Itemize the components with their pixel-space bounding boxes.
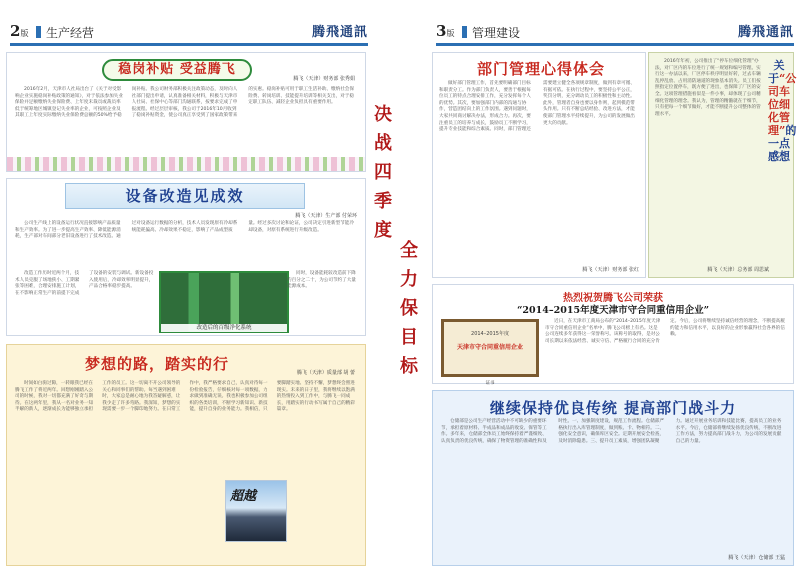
plaque-name: 天津市守合同重信用企业: [456, 344, 523, 351]
vertical-title: 关于“公司车位细化管理”的一点感想: [768, 59, 797, 163]
article-body: 公司生产线上的设备运行状况直接影响产品质量和生产效率。为了进一步提高生产效率、降低能源消耗，生产部对车间部分老旧设备进行了技术改造。通过对设备运行数据的分析，技术人员发现原有冷却系统能耗偏高、冷却效果不稳定，影响了产品成型质量。经过多次讨论和论证，公司决定引进新型节能冷却设备，对原有系统进行升级改造。: [15, 221, 354, 240]
article-body-right: 同时，设备能耗较改造前下降约百分之二十，为公司节约了大量能源成本。: [287, 271, 356, 290]
article-body: 仓储部是公司生产经营活动中不可缺少的重要环节，承担着原材料、半成品和成品的收发、保管等工作。多年来，仓储部全体员工始终保持着严谨细致、认真负责的优良传统，确保了物资管理的准确性和及时性。一、加强制度建设，规范工作流程。仓储部严格执行出入库管理制度，做到账、卡、物相符。二、强化安全意识，确保库区安全。定期开展安全检查，及时消除隐患。三、提升员工素质，增强团队凝聚力。通过开展业务培训和技能比赛，提高员工的业务水平。今后，仓储部将继续发扬优良传统，不断改进工作方法，努力提高部门战斗力，为公司的发展贡献自己的力量。: [441, 419, 782, 444]
article-title: 设备改造见成效: [65, 183, 305, 209]
article-body: 2016年年初，公司推出了“停车位细化管理”办法，对厂区内的车位进行了统一规划和编号管理。实行这一办法以来，厂区停车秩序明显好转，过去车辆乱停乱放、占用消防通道的现象基本消失。员工们按照指定位置停车，既方便了进出，也保障了厂区的安全。这项管理措施看似是一件小事，却体现了公司精细化管理的理念。我认为，管理的精髓就在于细节，只有把每一个细节做好，才能不断提升公司整体的管理水平。: [655, 59, 761, 117]
article-body: 时间如白驹过隙，一转眼我已经在腾飞工作了将近两年。回想刚刚踏入公司的时候，我对一切都充满了好奇与期待。在这两年里，我从一名对业务一知半解的新人，逐渐成长为能够独立承担工作的员工。这一切离不开公司领导的关心和同事们的帮助。每当遇到困难时，大家总是耐心地为我答疑解惑，让我少走了许多弯路。我深知，梦想的实现需要一步一个脚印地努力。在日常工作中，我严格要求自己，认真对待每一份检验报告，仔细核对每一项数据，力求做到准确无误。我也积极参加公司组织的各类培训，不断学习新知识、新技能，提升自身的业务能力。我相信，只要脚踏实地、坚持不懈，梦想终会照进现实。未来的日子里，我将继续以饱满的热情投入到工作中，与腾飞一同成长，用踏实的行动书写属于自己的精彩篇章。: [15, 381, 355, 413]
article-warehouse: [432, 390, 794, 566]
article-title: 稳岗补贴 受益腾飞: [102, 59, 252, 81]
section-title: 管理建设: [462, 24, 520, 41]
slogan-part-2: 全力保目标: [400, 240, 418, 377]
article-subsidy: [6, 52, 366, 172]
article-byline: 腾飞（天津）财务部 张秀娟: [293, 76, 355, 82]
masthead: 腾飛通訊: [737, 25, 794, 40]
equipment-photo: [159, 271, 289, 333]
article-management: [432, 52, 646, 278]
plaque-year: 2014–2015年度: [471, 331, 509, 337]
article-byline: 腾飞（天津）财务部 张红: [582, 267, 639, 273]
congrats-subtitle: 热烈祝贺腾飞公司荣获: [563, 293, 663, 304]
calligraphy-text: 超越: [230, 489, 257, 504]
page-number: 3版: [436, 22, 455, 40]
plaque-caption: 证书: [485, 381, 495, 386]
left-page: [0, 0, 372, 574]
photo-caption: 改造后的百级净化系统: [161, 324, 287, 332]
slogan-part-1: 决战四季度: [374, 104, 392, 241]
article-byline: 腾飞（天津）仓储部 王猛: [728, 555, 785, 561]
right-page: [426, 0, 798, 574]
floral-border: [7, 157, 365, 171]
section-title: 生产经营: [36, 24, 94, 41]
left-page-header: [10, 18, 368, 46]
article-title: 继续保持优良传统 提高部门战斗力: [489, 399, 737, 417]
article-byline: 腾飞（天津）生产部 付荣环: [295, 213, 357, 219]
page-number: 2版: [10, 22, 29, 40]
article-body: 近日，在天津市工商局公布的“2014–2015年度天津市守合同重信用企业”名单中，腾飞公司榜上有名。这是公司连续多年获得这一荣誉称号。该称号的取得，是对公司长期以来依法经营、诚实守信、严格履行合同的充分肯定。今后，公司将继续坚持诚信经营的理念，不断提高履约能力和信用水平，以良好的企业形象赢得社会各界的信赖。: [545, 319, 785, 344]
congrats-title: “2014–2015年度天津市守合同重信用企业”: [516, 305, 710, 316]
mountain-climber-image: [225, 480, 287, 542]
right-page-header: [436, 18, 794, 46]
article-body: 2016年2月，天津市人社局出台了《关于对受影响企业实施稳岗补贴政策的通知》，对于依法参加失业保险并足额缴纳失业保险费、上年度未裁员或裁员率低于统筹地区城镇登记失业率的企业，可按照企业及其职工上年度实际缴纳失业保险费总额的50%给予稳岗补贴。我公司财务部积极关注政策动态，及时向人社部门提出申请，认真准备相关材料，积极与天津市人社局、社保中心等部门沟通联系，按要求完成了申报流程。经过层层审核，我公司于2016年10月收到了稳岗补贴资金，使公司真正享受到了国家政策带来的实惠。稳岗补贴可用于职工生活补助、缴纳社会保险费、转岗培训、技能提升培训等相关支出，对于稳定职工队伍、减轻企业负担具有重要作用。: [15, 87, 354, 119]
masthead: 腾飛通訊: [311, 25, 368, 40]
article-body: 做好部门管理工作，首先要明确部门目标和职责分工。作为部门负责人，要善于根据每位员工的特点合理安排工作，充分发挥每个人的优势。其次，要加强部门内部的沟通与协作，营造团结向上的工作氛围。遇到问题时，大家共同商讨解决办法，形成合力。再次，要注重员工的培养与成长，鼓励员工不断学习，提升专业技能和综合素质。同时，部门管理还需要建立健全各项规章制度，做到有章可循、有据可依。在执行过程中，要坚持公平公正，奖罚分明，充分调动员工的积极性和主动性。此外，管理者自身也要以身作则，起到模范带头作用。只有不断总结经验、改进方法，才能使部门管理水平持续提升，为公司的发展做出更大的贡献。: [439, 81, 635, 133]
article-parking: [648, 52, 797, 278]
article-body-left: 改造工作历时近两个月，技术人员克服了场地狭小、工期紧张等困难，合理安排施工计划，在不影响正常生产的前提下完成了设备的安装与调试。新设备投入使用后，冷却效率明显提升，产品合格率稳步提高。: [15, 271, 154, 296]
article-byline: 腾飞（天津）质量部 胡 蕾: [296, 370, 355, 376]
article-byline: 腾飞（天津）总务部 周思斌: [707, 267, 769, 273]
article-congrats: [432, 284, 794, 384]
article-title: 部门管理心得体会: [477, 60, 606, 78]
article-dream: [6, 344, 366, 566]
article-equipment: [6, 178, 366, 336]
award-plaque: [441, 319, 539, 386]
article-title: 梦想的路，踏实的行: [85, 355, 230, 373]
